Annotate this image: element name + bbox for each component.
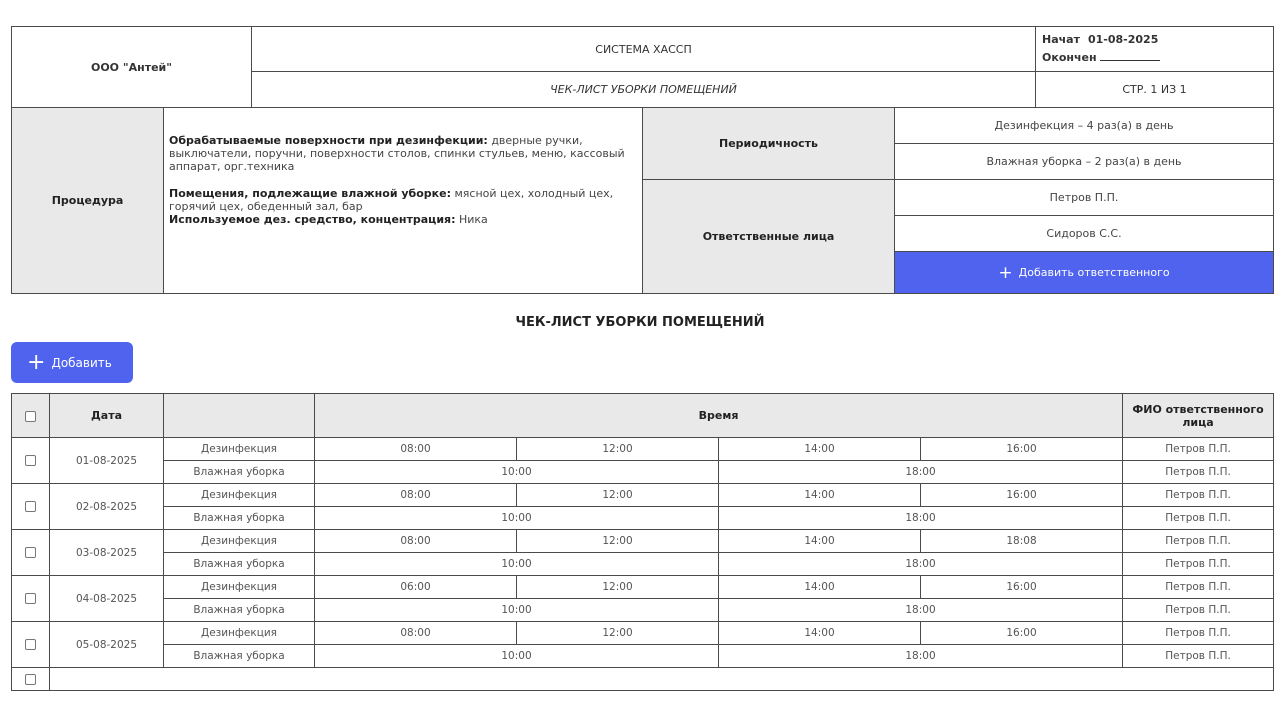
select-all-cell	[12, 394, 50, 438]
time-cell: 18:08	[921, 530, 1123, 553]
row-select-cell	[12, 622, 50, 668]
type-cell: Влажная уборка	[164, 461, 315, 484]
person-cell: Петров П.П.	[1123, 438, 1274, 461]
time-cell: 10:00	[315, 645, 719, 668]
person-cell: Петров П.П.	[1123, 507, 1274, 530]
procedure-table	[11, 107, 1274, 294]
type-cell: Дезинфекция	[164, 530, 315, 553]
add-button-label: Добавить	[51, 355, 112, 370]
surfaces-label: Обрабатываемые поверхности при дезинфекции:	[169, 134, 488, 147]
type-cell: Дезинфекция	[164, 622, 315, 645]
table-row-wet-cleaning	[12, 645, 1274, 668]
table-row-disinfection	[12, 576, 1274, 599]
type-cell: Дезинфекция	[164, 438, 315, 461]
responsible-label: Ответственные лица	[643, 180, 895, 294]
time-cell: 12:00	[517, 576, 719, 599]
plus-icon: +	[27, 349, 46, 375]
time-cell: 16:00	[921, 484, 1123, 507]
table-row-disinfection	[12, 622, 1274, 645]
time-cell: 10:00	[315, 553, 719, 576]
person-cell: Петров П.П.	[1123, 576, 1274, 599]
row-checkbox[interactable]	[25, 639, 36, 650]
table-row-wet-cleaning	[12, 553, 1274, 576]
row-select-cell	[12, 438, 50, 484]
table-row-wet-cleaning	[12, 507, 1274, 530]
type-cell: Влажная уборка	[164, 599, 315, 622]
header-type	[164, 394, 315, 438]
type-cell: Влажная уборка	[164, 645, 315, 668]
time-cell: 06:00	[315, 576, 517, 599]
row-checkbox[interactable]	[25, 674, 36, 685]
table-row-disinfection	[12, 438, 1274, 461]
time-cell: 14:00	[719, 530, 921, 553]
row-select-cell	[12, 668, 50, 691]
row-checkbox[interactable]	[25, 593, 36, 604]
time-cell: 16:00	[921, 576, 1123, 599]
document-title: ЧЕК-ЛИСТ УБОРКИ ПОМЕЩЕНИЙ	[252, 72, 1036, 108]
person-cell: Петров П.П.	[1123, 553, 1274, 576]
surfaces-value: дверные ручки, выключатели, поручни, поверхности столов, спинки стульев, меню, кассовый аппарат, орг.техника	[169, 134, 625, 173]
responsible-person-1: Петров П.П.	[895, 180, 1274, 216]
finished-label: Окончен	[1042, 51, 1097, 64]
periodicity-wet-cleaning: Влажная уборка – 2 раз(а) в день	[895, 144, 1274, 180]
type-cell: Дезинфекция	[164, 484, 315, 507]
surfaces-text	[169, 134, 637, 173]
table-row-empty	[12, 668, 1274, 691]
type-cell: Дезинфекция	[164, 576, 315, 599]
time-cell: 10:00	[315, 461, 719, 484]
system-name: СИСТЕМА ХАССП	[252, 27, 1036, 72]
rooms-value: мясной цех, холодный цех, горячий цех, обеденный зал, бар	[169, 187, 614, 213]
time-cell: 14:00	[719, 484, 921, 507]
time-cell: 10:00	[315, 507, 719, 530]
date-cell: 01-08-2025	[50, 438, 164, 484]
procedure-label: Процедура	[12, 108, 164, 294]
checklist-title: ЧЕК-ЛИСТ УБОРКИ ПОМЕЩЕНИЙ	[515, 315, 765, 330]
type-cell: Влажная уборка	[164, 553, 315, 576]
empty-row-cell	[50, 668, 1274, 691]
header-time: Время	[315, 394, 1123, 438]
periodicity-disinfection: Дезинфекция – 4 раз(а) в день	[895, 108, 1274, 144]
page-counter: СТР. 1 ИЗ 1	[1036, 72, 1274, 108]
add-button[interactable]	[11, 342, 133, 383]
row-checkbox[interactable]	[25, 547, 36, 558]
header-date: Дата	[50, 394, 164, 438]
time-cell: 08:00	[315, 438, 517, 461]
time-cell: 08:00	[315, 622, 517, 645]
row-select-cell	[12, 530, 50, 576]
person-cell: Петров П.П.	[1123, 484, 1274, 507]
row-checkbox[interactable]	[25, 455, 36, 466]
table-row-disinfection	[12, 484, 1274, 507]
periodicity-label: Периодичность	[643, 108, 895, 180]
responsible-person-2: Сидоров С.С.	[895, 216, 1274, 252]
time-cell: 14:00	[719, 576, 921, 599]
add-responsible-button[interactable]	[895, 252, 1274, 294]
time-cell: 16:00	[921, 438, 1123, 461]
time-cell: 14:00	[719, 622, 921, 645]
time-cell: 12:00	[517, 530, 719, 553]
person-cell: Петров П.П.	[1123, 530, 1274, 553]
time-cell: 18:00	[719, 461, 1123, 484]
person-cell: Петров П.П.	[1123, 622, 1274, 645]
time-cell: 16:00	[921, 622, 1123, 645]
time-cell: 14:00	[719, 438, 921, 461]
time-cell: 18:00	[719, 599, 1123, 622]
person-cell: Петров П.П.	[1123, 645, 1274, 668]
time-cell: 08:00	[315, 530, 517, 553]
time-cell: 18:00	[719, 553, 1123, 576]
add-responsible-label: Добавить ответственного	[1018, 265, 1170, 279]
agent-text	[169, 213, 637, 226]
person-cell: Петров П.П.	[1123, 461, 1274, 484]
date-cell: 03-08-2025	[50, 530, 164, 576]
row-checkbox[interactable]	[25, 501, 36, 512]
person-cell: Петров П.П.	[1123, 599, 1274, 622]
time-cell: 08:00	[315, 484, 517, 507]
plus-icon: +	[998, 262, 1013, 283]
time-cell: 12:00	[517, 484, 719, 507]
time-cell: 10:00	[315, 599, 719, 622]
row-select-cell	[12, 576, 50, 622]
type-cell: Влажная уборка	[164, 507, 315, 530]
procedure-description	[164, 108, 643, 294]
start-end-block	[1036, 27, 1274, 72]
date-cell: 02-08-2025	[50, 484, 164, 530]
checklist-table	[11, 393, 1274, 691]
table-row-wet-cleaning	[12, 599, 1274, 622]
table-row-wet-cleaning	[12, 461, 1274, 484]
agent-label: Используемое дез. средство, концентрация:	[169, 213, 456, 226]
date-cell: 04-08-2025	[50, 576, 164, 622]
header-person: ФИО ответственного лица	[1123, 394, 1274, 438]
time-cell: 12:00	[517, 622, 719, 645]
finished-blank-line	[1100, 51, 1160, 61]
company-name: ООО "Антей"	[12, 27, 252, 108]
select-all-checkbox[interactable]	[25, 411, 36, 422]
rooms-text	[169, 187, 637, 213]
rooms-label: Помещения, подлежащие влажной уборке:	[169, 187, 451, 200]
time-cell: 18:00	[719, 645, 1123, 668]
document-header	[11, 26, 1274, 108]
started-value: 01-08-2025	[1087, 33, 1159, 46]
date-cell: 05-08-2025	[50, 622, 164, 668]
row-select-cell	[12, 484, 50, 530]
time-cell: 12:00	[517, 438, 719, 461]
table-row-disinfection	[12, 530, 1274, 553]
started-label: Начат	[1042, 33, 1080, 46]
time-cell: 18:00	[719, 507, 1123, 530]
agent-value: Ника	[455, 213, 488, 226]
